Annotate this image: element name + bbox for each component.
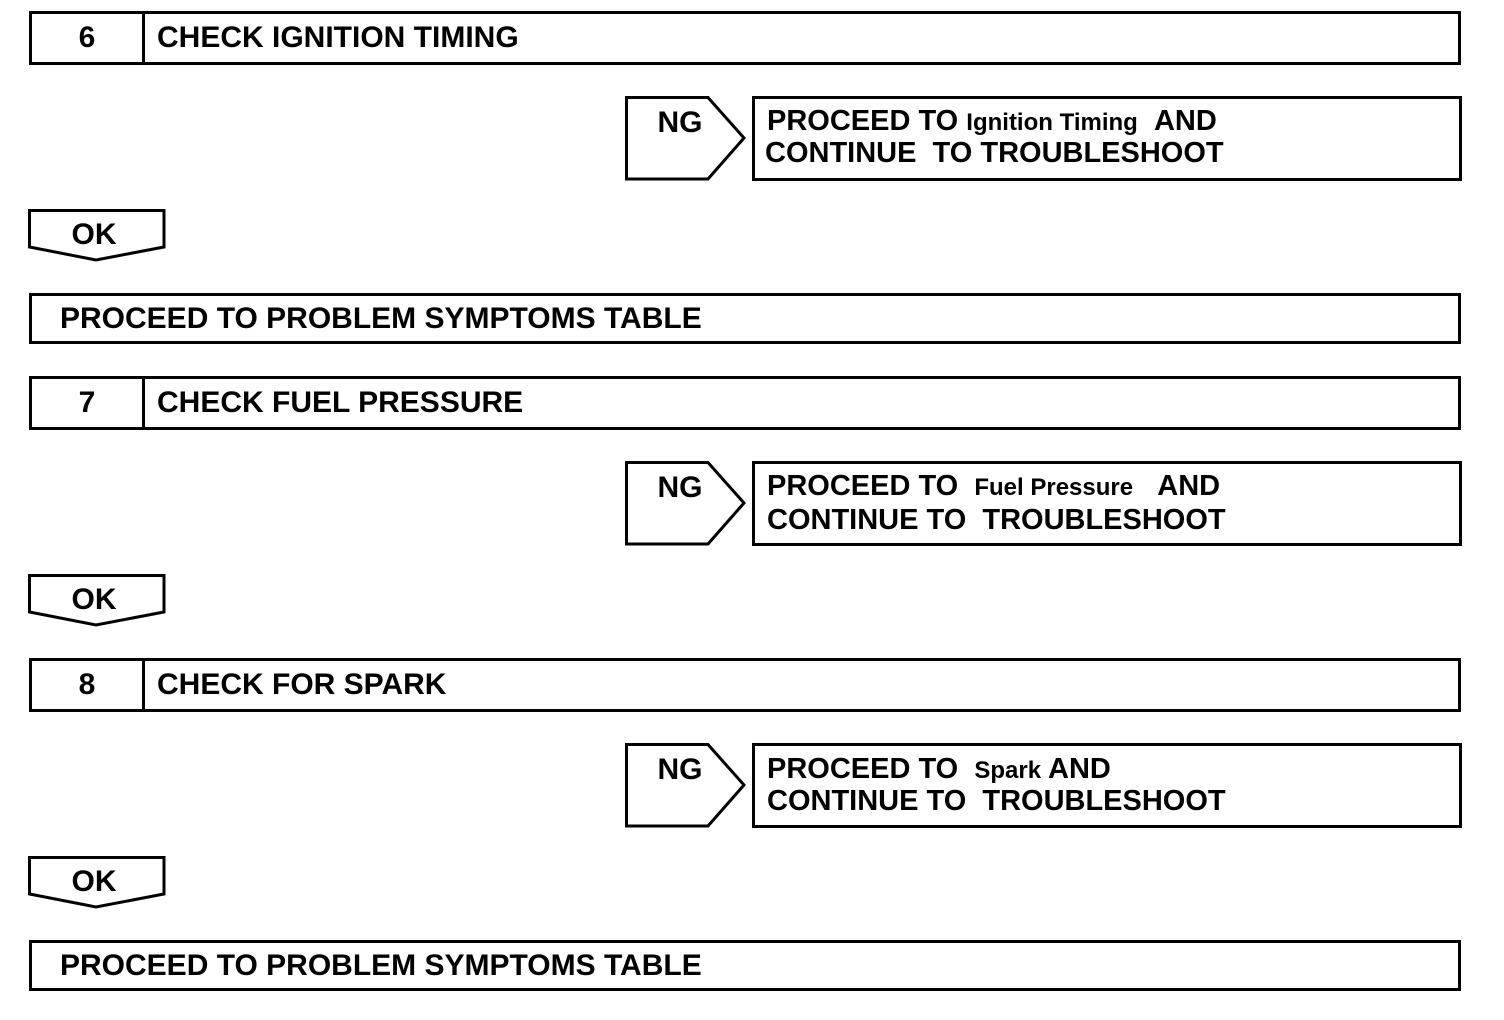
ng-action-prefix: PROCEED TO bbox=[767, 753, 959, 785]
ok-label: OK bbox=[71, 218, 117, 251]
ng-label: NG bbox=[657, 471, 703, 504]
ng-action-target: Ignition Timing bbox=[966, 109, 1138, 136]
ok-label: OK bbox=[71, 583, 117, 616]
step-title: CHECK FUEL PRESSURE bbox=[157, 386, 524, 419]
step-title: CHECK IGNITION TIMING bbox=[157, 21, 519, 54]
step-number: 8 bbox=[32, 661, 145, 709]
ng-action-line2: CONTINUE TO TROUBLESHOOT bbox=[767, 504, 1226, 536]
step-7-header bbox=[29, 376, 1461, 430]
proceed-result-box: PROCEED TO PROBLEM SYMPTOMS TABLE bbox=[29, 293, 1461, 344]
ng-action-line1 bbox=[767, 753, 1111, 786]
ng-action-suffix: AND bbox=[1157, 470, 1221, 502]
ng-action-box bbox=[752, 461, 1462, 546]
step-number: 6 bbox=[32, 14, 145, 62]
ng-action-target: Fuel Pressure bbox=[974, 474, 1134, 501]
step-8-header bbox=[29, 658, 1461, 712]
step-6-header bbox=[29, 11, 1461, 65]
ng-label: NG bbox=[657, 106, 703, 139]
ng-action-prefix: PROCEED TO bbox=[767, 470, 959, 502]
ng-action-box bbox=[752, 743, 1462, 828]
ng-action-suffix: AND bbox=[1048, 753, 1111, 785]
ng-action-suffix: AND bbox=[1153, 105, 1217, 137]
ng-label: NG bbox=[657, 753, 703, 786]
ng-action-box bbox=[752, 96, 1462, 181]
ok-label: OK bbox=[71, 865, 117, 898]
proceed-result-box: PROCEED TO PROBLEM SYMPTOMS TABLE bbox=[29, 940, 1461, 991]
ng-action-line1 bbox=[767, 470, 1220, 503]
step-number: 7 bbox=[32, 379, 145, 427]
ng-action-prefix: PROCEED TO bbox=[767, 105, 959, 137]
ng-action-line1 bbox=[767, 105, 1217, 138]
step-title: CHECK FOR SPARK bbox=[157, 668, 447, 701]
ng-action-line2: CONTINUE TO TROUBLESHOOT bbox=[765, 137, 1224, 169]
ng-action-line2: CONTINUE TO TROUBLESHOOT bbox=[767, 785, 1226, 817]
ng-action-target: Spark bbox=[974, 757, 1042, 784]
